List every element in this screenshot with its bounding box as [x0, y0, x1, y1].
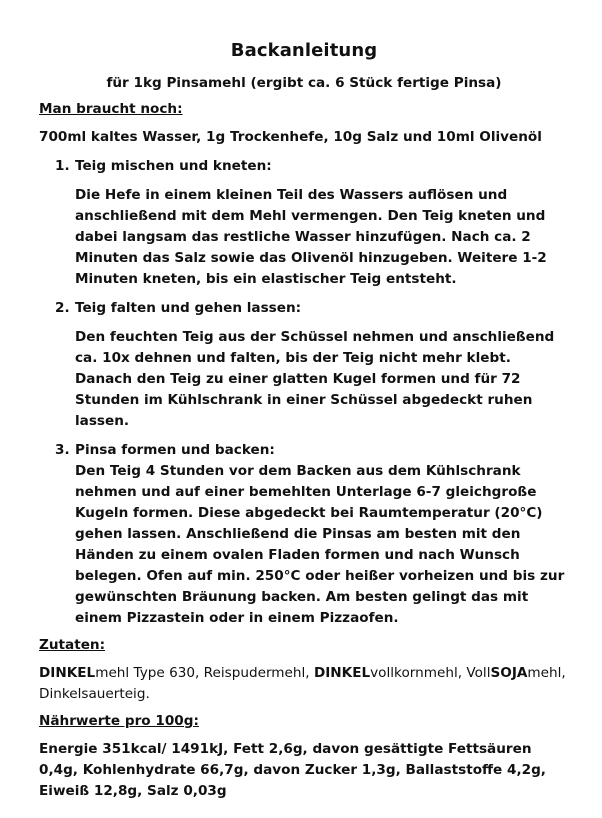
allergen-dinkel: DINKEL [313, 665, 371, 681]
nutrition-heading: Nährwerte pro 100g: [39, 713, 199, 729]
document-page [39, 40, 569, 802]
ingredients-heading: Zutaten: [39, 637, 106, 653]
step-2 [39, 298, 569, 432]
ingredient-part: vollkornmehl, Voll [370, 665, 491, 681]
ingredients-text [39, 663, 569, 705]
step-body: Die Hefe in einem kleinen Teil des Wassers auflösen und anschließend mit dem Mehl vermengen. Den Teig kneten und dabei langsam das restliche Wasser hinzufügen. Nach ca. 2 Minuten das Salz sowie das Olivenöl hinzugeben. Weitere 1-2 Minuten kneten, bis ein elastischer Teig entsteht. [75, 187, 547, 287]
step-body: Den feuchten Teig aus der Schüssel nehmen und anschließend ca. 10x dehnen und falten, bis der Teig nicht mehr klebt. Danach den Teig zu einer glatten Kugel formen und für 72 Stunden im Kühlschrank in einer Schüssel abgedeckt ruhen lassen. [75, 329, 555, 429]
needs-heading: Man braucht noch: [39, 101, 183, 117]
step-number: 3. [55, 442, 70, 458]
step-title: Teig falten und gehen lassen: [75, 300, 302, 316]
document-subtitle: für 1kg Pinsamehl (ergibt ca. 6 Stück fertige Pinsa) [106, 75, 502, 91]
needs-text: 700ml kaltes Wasser, 1g Trockenhefe, 10g Salz und 10ml Olivenöl [39, 129, 542, 145]
step-number: 2. [55, 300, 70, 316]
step-body: Den Teig 4 Stunden vor dem Backen aus dem Kühlschrank nehmen und auf einer bemehlten Unterlage 6-7 gleichgroße Kugeln formen. Diese abgedeckt bei Raumtemperatur (20°C) gehen lassen. Anschließend die Pinsas am besten mit den Händen zu einem ovalen Fladen formen und nach Wunsch belegen. Ofen auf min. 250°C oder heißer vorheizen und bis zur gewünschten Bräunung backen. Am besten gelingt das mit einem Pizzastein oder in einem Pizzaofen. [75, 463, 565, 626]
step-number: 1. [55, 158, 70, 174]
allergen-soja: SOJA [490, 665, 528, 681]
ingredient-part: mehl Type 630, Reispudermehl, [95, 665, 314, 681]
nutrition-text: Energie 351kcal/ 1491kJ, Fett 2,6g, davon gesättigte Fettsäuren 0,4g, Kohlenhydrate 66,7g, davon Zucker 1,3g, Ballaststoffe 4,2g, Eiweiß 12,8g, Salz 0,03g [39, 741, 546, 799]
step-title: Pinsa formen und backen: [75, 442, 275, 458]
step-3 [39, 440, 569, 629]
step-title: Teig mischen und kneten: [75, 158, 272, 174]
document-title: Backanleitung [230, 40, 378, 61]
step-1 [39, 156, 569, 290]
allergen-dinkel: DINKEL [39, 665, 96, 681]
ingredient-part: mehl, Dinkelsauerteig. [39, 665, 566, 702]
